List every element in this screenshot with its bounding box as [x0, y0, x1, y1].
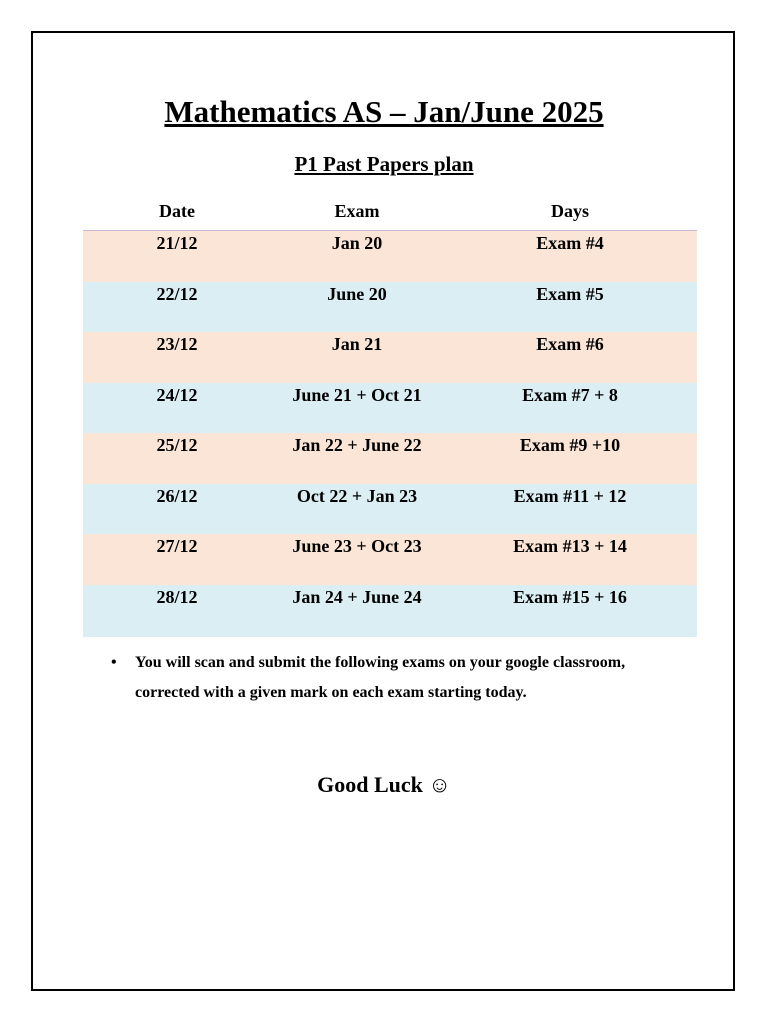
cell-exam: June 21 + Oct 21: [271, 383, 443, 434]
cell-date: 28/12: [83, 585, 271, 637]
cell-days: Exam #9 +10: [443, 433, 697, 484]
table-header-row: [83, 193, 697, 231]
cell-exam: Oct 22 + Jan 23: [271, 484, 443, 535]
cell-date: 24/12: [83, 383, 271, 434]
cell-days: Exam #5: [443, 282, 697, 333]
cell-exam: Jan 20: [271, 231, 443, 282]
cell-days: Exam #11 + 12: [443, 484, 697, 535]
table-row: [83, 484, 697, 535]
instruction-text: You will scan and submit the following exams on your google classroom, corrected with a given mark on each exam starting today.: [135, 654, 626, 701]
document-title: Mathematics AS – Jan/June 2025: [164, 94, 604, 129]
instruction-note: [111, 648, 691, 708]
cell-date: 22/12: [83, 282, 271, 333]
cell-exam: June 20: [271, 282, 443, 333]
header-exam: Exam: [271, 193, 443, 231]
header-days: Days: [443, 193, 697, 231]
cell-date: 25/12: [83, 433, 271, 484]
bullet-icon: •: [111, 654, 117, 671]
document-subtitle: P1 Past Papers plan: [294, 152, 474, 176]
good-luck-message: Good Luck ☺: [317, 772, 451, 797]
cell-days: Exam #4: [443, 231, 697, 282]
cell-days: Exam #15 + 16: [443, 585, 697, 637]
cell-exam: Jan 22 + June 22: [271, 433, 443, 484]
table-row: [83, 585, 697, 637]
table-row: [83, 433, 697, 484]
table-row: [83, 332, 697, 383]
plan-table: [83, 193, 697, 637]
cell-date: 26/12: [83, 484, 271, 535]
header-date: Date: [83, 193, 271, 231]
table-row: [83, 282, 697, 333]
cell-date: 21/12: [83, 231, 271, 282]
cell-exam: June 23 + Oct 23: [271, 534, 443, 585]
table-row: [83, 534, 697, 585]
table-row: [83, 231, 697, 282]
cell-days: Exam #13 + 14: [443, 534, 697, 585]
cell-exam: Jan 24 + June 24: [271, 585, 443, 637]
cell-days: Exam #7 + 8: [443, 383, 697, 434]
table-row: [83, 383, 697, 434]
cell-date: 23/12: [83, 332, 271, 383]
cell-date: 27/12: [83, 534, 271, 585]
cell-exam: Jan 21: [271, 332, 443, 383]
cell-days: Exam #6: [443, 332, 697, 383]
